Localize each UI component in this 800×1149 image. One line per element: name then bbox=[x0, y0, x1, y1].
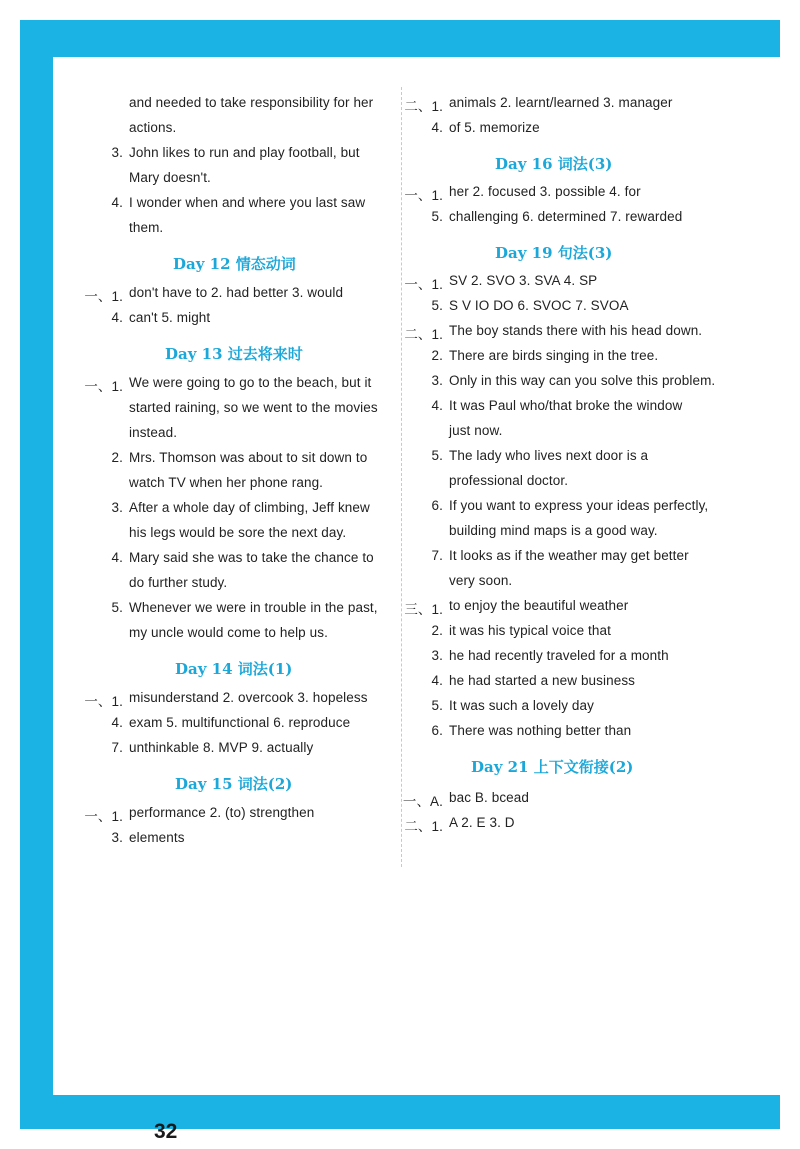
item-number: 6. bbox=[431, 498, 443, 513]
answer-line bbox=[129, 475, 323, 490]
answer-line bbox=[449, 573, 512, 588]
answer-line bbox=[431, 209, 683, 224]
answer-line bbox=[449, 523, 658, 538]
answer-text: There are birds singing in the tree. bbox=[449, 348, 659, 363]
item-number: 4. bbox=[111, 195, 123, 210]
answer-text: don't have to 2. had better 3. would bbox=[129, 285, 344, 300]
answer-text: Whenever we were in trouble in the past, bbox=[129, 600, 378, 615]
item-number: 4. bbox=[431, 673, 443, 688]
answer-line bbox=[404, 815, 515, 834]
answer-text: and needed to take responsibility for her bbox=[129, 95, 374, 110]
answer-line bbox=[84, 375, 372, 394]
item-number: 二、1. bbox=[404, 99, 443, 114]
answer-line bbox=[449, 473, 568, 488]
answer-text: It looks as if the weather may get better bbox=[449, 548, 689, 563]
answer-line bbox=[449, 423, 502, 438]
item-number: 7. bbox=[431, 548, 443, 563]
answer-line bbox=[431, 698, 594, 713]
answer-line bbox=[431, 548, 689, 563]
answer-line bbox=[129, 400, 378, 415]
answer-line bbox=[84, 285, 344, 304]
answer-line bbox=[129, 425, 177, 440]
answer-text: S V IO DO 6. SVOC 7. SVOA bbox=[449, 298, 629, 313]
answer-text: it was his typical voice that bbox=[449, 623, 611, 638]
answer-line bbox=[404, 184, 641, 203]
answer-text: very soon. bbox=[449, 573, 513, 588]
answer-line bbox=[431, 448, 649, 463]
answer-text: started raining, so we went to the movies bbox=[129, 400, 378, 415]
answer-line bbox=[111, 500, 370, 515]
answer-text: performance 2. (to) strengthen bbox=[129, 805, 315, 820]
item-number: 5. bbox=[431, 298, 443, 313]
item-number: 一、1. bbox=[404, 188, 443, 203]
item-number: 3. bbox=[111, 145, 123, 160]
answer-text: do further study. bbox=[129, 575, 228, 590]
item-number: 4. bbox=[111, 715, 123, 730]
answer-text: Mary said she was to take the chance to bbox=[129, 550, 374, 565]
answer-line bbox=[129, 95, 373, 110]
answer-line bbox=[111, 450, 368, 465]
answer-line bbox=[431, 373, 716, 388]
item-number: 2. bbox=[431, 348, 443, 363]
answer-line bbox=[431, 623, 611, 638]
answer-text: After a whole day of climbing, Jeff knew bbox=[129, 500, 370, 515]
answer-text: actions. bbox=[129, 120, 177, 135]
answer-line bbox=[111, 740, 314, 755]
answer-line bbox=[129, 120, 176, 135]
item-number: 二、1. bbox=[404, 819, 443, 834]
answer-line bbox=[431, 498, 709, 513]
answer-line bbox=[402, 790, 530, 809]
answer-text: I wonder when and where you last saw bbox=[129, 195, 366, 210]
answer-page bbox=[53, 57, 780, 1143]
answer-text: unthinkable 8. MVP 9. actually bbox=[129, 740, 314, 755]
section-heading: Day 13 过去将来时 bbox=[165, 345, 303, 363]
answer-line bbox=[404, 323, 703, 342]
answer-line bbox=[129, 220, 163, 235]
answer-text: just now. bbox=[449, 423, 503, 438]
column-divider bbox=[401, 87, 402, 867]
answer-text: professional doctor. bbox=[449, 473, 569, 488]
answer-text: The boy stands there with his head down. bbox=[449, 323, 703, 338]
section-heading: Day 12 情态动词 bbox=[173, 255, 296, 273]
item-number: 2. bbox=[431, 623, 443, 638]
answer-text: SV 2. SVO 3. SVA 4. SP bbox=[449, 273, 598, 288]
answer-text: It was Paul who/that broke the window bbox=[449, 398, 683, 413]
section-heading: Day 16 词法(3) bbox=[495, 155, 613, 173]
item-number: 5. bbox=[431, 209, 443, 224]
item-number: 3. bbox=[111, 500, 123, 515]
answer-text: he had recently traveled for a month bbox=[449, 648, 669, 663]
answer-text: We were going to go to the beach, but it bbox=[129, 375, 372, 390]
answer-line bbox=[431, 648, 669, 663]
answer-line bbox=[431, 348, 659, 363]
item-number: 一、1. bbox=[84, 809, 123, 824]
item-number: 5. bbox=[431, 698, 443, 713]
answer-line bbox=[404, 273, 598, 292]
answer-text: A 2. E 3. D bbox=[449, 815, 515, 830]
item-number: 4. bbox=[111, 310, 123, 325]
item-number: 5. bbox=[431, 448, 443, 463]
item-number: 7. bbox=[111, 740, 123, 755]
answer-text: his legs would be sore the next day. bbox=[129, 525, 347, 540]
answer-text: John likes to run and play football, but bbox=[129, 145, 360, 160]
item-number: 3. bbox=[431, 373, 443, 388]
answer-text: bac B. bcead bbox=[449, 790, 530, 805]
answer-text: animals 2. learnt/learned 3. manager bbox=[449, 95, 673, 110]
answer-line bbox=[111, 600, 378, 615]
section-heading: Day 14 词法(1) bbox=[175, 660, 293, 678]
answer-text: Only in this way can you solve this problem. bbox=[449, 373, 716, 388]
answer-text: instead. bbox=[129, 425, 178, 440]
item-number: 一、A. bbox=[402, 794, 443, 809]
answer-line bbox=[431, 723, 632, 738]
answer-text: Mary doesn't. bbox=[129, 170, 211, 185]
answer-line bbox=[431, 120, 540, 135]
answer-line bbox=[84, 690, 368, 709]
answer-line bbox=[431, 398, 683, 413]
item-number: 4. bbox=[431, 120, 443, 135]
answer-line bbox=[84, 805, 315, 824]
answer-text: Mrs. Thomson was about to sit down to bbox=[129, 450, 368, 465]
item-number: 3. bbox=[111, 830, 123, 845]
answer-text: them. bbox=[129, 220, 164, 235]
answer-text: her 2. focused 3. possible 4. for bbox=[449, 184, 641, 199]
answer-text: If you want to express your ideas perfectly, bbox=[449, 498, 709, 513]
answer-line bbox=[129, 170, 211, 185]
item-number: 5. bbox=[111, 600, 123, 615]
section-heading: Day 21 上下文衔接(2) bbox=[471, 758, 634, 776]
answer-text: misunderstand 2. overcook 3. hopeless bbox=[129, 690, 368, 705]
answer-text: building mind maps is a good way. bbox=[449, 523, 658, 538]
item-number: 一、1. bbox=[84, 694, 123, 709]
answer-text: elements bbox=[129, 830, 185, 845]
answer-text: my uncle would come to help us. bbox=[129, 625, 328, 640]
page-number: 32 bbox=[154, 1120, 178, 1143]
answer-text: The lady who lives next door is a bbox=[449, 448, 649, 463]
item-number: 三、1. bbox=[404, 602, 443, 617]
answer-text: of 5. memorize bbox=[449, 120, 540, 135]
answer-text: to enjoy the beautiful weather bbox=[449, 598, 629, 613]
item-number: 一、1. bbox=[84, 289, 123, 304]
answer-line bbox=[404, 598, 629, 617]
item-number: 一、1. bbox=[84, 379, 123, 394]
answer-text: exam 5. multifunctional 6. reproduce bbox=[129, 715, 351, 730]
answer-line bbox=[111, 830, 185, 845]
item-number: 4. bbox=[431, 398, 443, 413]
answer-text: There was nothing better than bbox=[449, 723, 632, 738]
item-number: 一、1. bbox=[404, 277, 443, 292]
answer-line bbox=[129, 525, 346, 540]
section-heading: Day 15 词法(2) bbox=[175, 775, 293, 793]
answer-line bbox=[111, 715, 351, 730]
answer-line bbox=[111, 550, 374, 565]
item-number: 4. bbox=[111, 550, 123, 565]
item-number: 3. bbox=[431, 648, 443, 663]
answer-line bbox=[111, 195, 366, 210]
section-heading: Day 19 句法(3) bbox=[495, 244, 613, 262]
item-number: 2. bbox=[111, 450, 123, 465]
answer-text: challenging 6. determined 7. rewarded bbox=[449, 209, 683, 224]
answer-line bbox=[111, 145, 360, 160]
answer-line bbox=[404, 95, 673, 114]
item-number: 二、1. bbox=[404, 327, 443, 342]
answer-text: he had started a new business bbox=[449, 673, 636, 688]
answer-line bbox=[129, 575, 227, 590]
answer-line bbox=[431, 298, 629, 313]
answer-line bbox=[111, 310, 211, 325]
answer-text: It was such a lovely day bbox=[449, 698, 594, 713]
answer-line bbox=[129, 625, 328, 640]
item-number: 6. bbox=[431, 723, 443, 738]
answer-text: can't 5. might bbox=[129, 310, 211, 325]
answer-text: watch TV when her phone rang. bbox=[129, 475, 324, 490]
answer-line bbox=[431, 673, 636, 688]
